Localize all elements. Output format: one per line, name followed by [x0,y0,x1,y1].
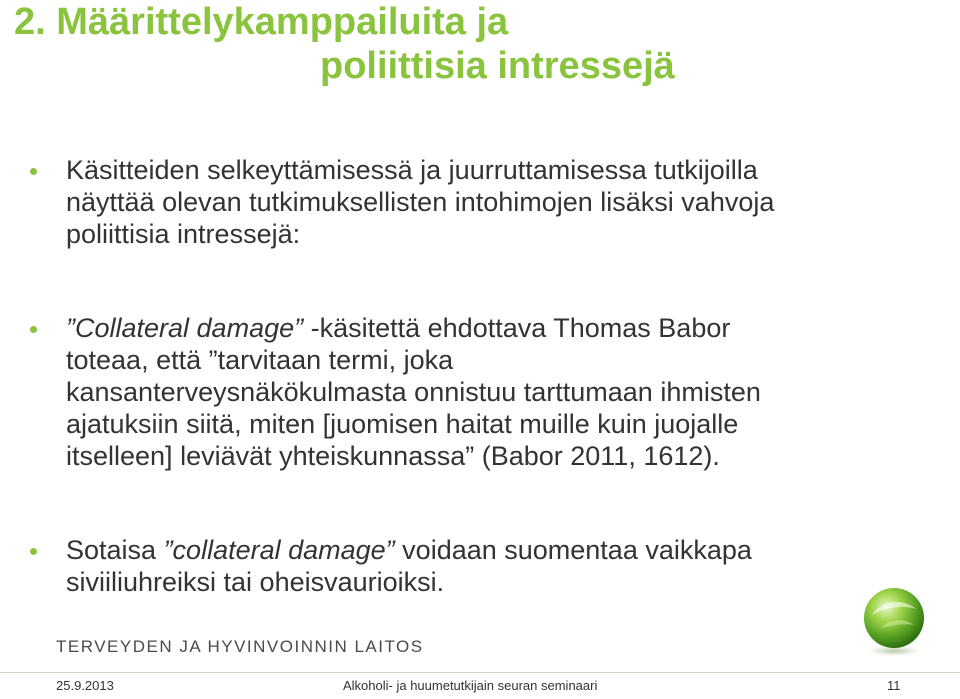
bullet-3 [66,534,926,598]
bullet-3-line-1-pre: Sotaisa [66,535,164,565]
bullet-2-line-1-rest: -käsitettä ehdottava Thomas Babor [303,313,731,343]
green-sphere-logo-icon [858,585,930,657]
bullet-3-line-1 [66,534,926,566]
slide-footer [0,672,960,693]
organization-name: TERVEYDEN JA HYVINVOINNIN LAITOS [56,637,424,656]
slide-title-line-2: poliittisia intressejä [320,45,675,87]
bullet-dot-icon [30,548,37,555]
footer-date: 25.9.2013 [56,678,114,693]
bullet-2-line-1 [66,312,926,344]
bullet-2-line-5: itselleen] leviävät yhteiskunnassa” (Babor 2011, 1612). [66,441,720,471]
bullet-1-line-3: poliittisia intressejä: [66,219,301,249]
footer-page-number: 11 [887,678,901,693]
collateral-damage-term: ”collateral damage” [163,535,395,565]
bullet-2-line-2: toteaa, että ”tarvitaan termi, joka [66,345,454,375]
bullet-1-line-2: näyttää olevan tutkimuksellisten intohimojen lisäksi vahvoja [66,187,775,217]
bullet-dot-icon [30,168,37,175]
bullet-2-line-3: kansanterveysnäkökulmasta onnistuu tarttumaan ihmisten [66,377,761,407]
bullet-2-line-4: ajatuksiin siitä, miten [juomisen haitat muille kuin juojalle [66,409,739,439]
bullet-1-line-1: Käsitteiden selkeyttämisessä ja juurruttamisessa tutkijoilla [66,155,758,185]
slide-title-line-1: 2. Määrittelykamppailuita ja [14,1,509,43]
bullet-2 [66,312,926,472]
bullet-dot-icon [30,326,37,333]
bullet-3-line-2: siviiliuhreiksi tai oheisvaurioiksi. [66,567,445,597]
bullet-1 [66,154,926,250]
slide-title [14,0,874,88]
bullet-3-line-1-rest: voidaan suomentaa vaikkapa [394,535,752,565]
collateral-damage-term: ”Collateral damage” [66,313,304,343]
footer-event: Alkoholi- ja huumetutkijain seuran seminaari [343,678,598,693]
